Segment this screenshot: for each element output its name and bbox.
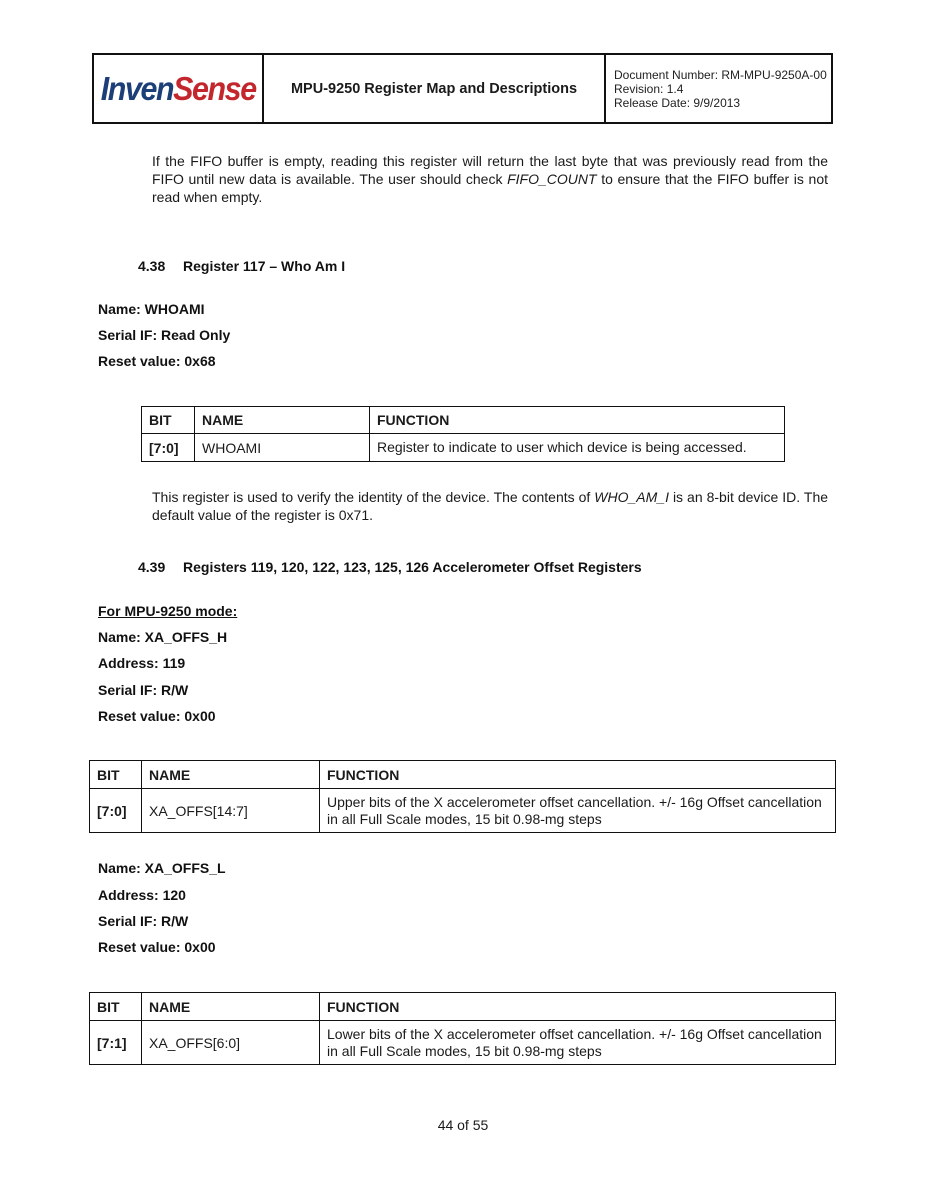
register-name: Name: XA_OFFS_L [98, 860, 226, 876]
register-name: Name: WHOAMI [98, 301, 205, 317]
table-row [142, 434, 785, 462]
mode-label: For MPU-9250 mode: [98, 603, 238, 619]
col-header-function: FUNCTION [320, 761, 836, 789]
col-header-bit: BIT [90, 761, 142, 789]
register-reset-value: Reset value: 0x68 [98, 353, 216, 369]
col-header-bit: BIT [142, 407, 195, 434]
cell-bit: [7:1] [90, 1021, 142, 1065]
col-header-function: FUNCTION [320, 993, 836, 1021]
cell-name: XA_OFFS[6:0] [142, 1021, 320, 1065]
table-row [90, 1021, 836, 1065]
register-address: Address: 119 [98, 655, 186, 671]
register-name: Name: XA_OFFS_H [98, 629, 228, 645]
paragraph-text: This register is used to verify the identity of the device. The contents of [152, 489, 595, 505]
section-number: 4.38 [138, 258, 166, 274]
paragraph-text: to ensure that the FIFO buffer is not read when empty. [152, 171, 828, 205]
cell-name: XA_OFFS[14:7] [142, 789, 320, 833]
col-header-bit: BIT [90, 993, 142, 1021]
logo-part-inven: Inven [100, 69, 173, 107]
section-heading-4-38 [138, 258, 345, 274]
register-reset-value: Reset value: 0x00 [98, 939, 216, 955]
section-title: Register 117 – Who Am I [183, 258, 346, 274]
cell-name: WHOAMI [195, 434, 370, 462]
col-header-name: NAME [195, 407, 370, 434]
table-header-row [142, 407, 785, 434]
document-header [92, 53, 833, 124]
logo-cell [94, 55, 264, 122]
cell-bit: [7:0] [90, 789, 142, 833]
fifo-empty-paragraph [152, 152, 828, 206]
cell-function: Lower bits of the X accelerometer offset cancellation. +/- 16g Offset cancellation in all Full Scale modes, 15 bit 0.98-mg steps [320, 1021, 836, 1065]
document-release-date: Release Date: 9/9/2013 [614, 96, 741, 110]
document-revision: Revision: 1.4 [614, 82, 684, 96]
paragraph-text: If the FIFO buffer is empty, reading this register will return the last byte that was previously read from the FIFO until new data is available. The user should check [152, 153, 828, 187]
page-number: 44 of 55 [437, 1117, 489, 1133]
document-meta [606, 55, 831, 122]
document-number: Document Number: RM-MPU-9250A-00 [614, 68, 827, 82]
register-serial-if: Serial IF: R/W [98, 682, 189, 698]
cell-function: Upper bits of the X accelerometer offset cancellation. +/- 16g Offset cancellation in all Full Scale modes, 15 bit 0.98-mg steps [320, 789, 836, 833]
cell-bit: [7:0] [142, 434, 195, 462]
register-address: Address: 120 [98, 887, 186, 903]
col-header-name: NAME [142, 993, 320, 1021]
table-header-row [90, 761, 836, 789]
paragraph-text: is an 8-bit device ID. The default value of the register is 0x71. [152, 489, 829, 523]
register-serial-if: Serial IF: Read Only [98, 327, 231, 343]
table-header-row [90, 993, 836, 1021]
invensense-logo [101, 70, 256, 108]
section-title: Registers 119, 120, 122, 123, 125, 126 Accelerometer Offset Registers [183, 559, 642, 575]
table-row [90, 789, 836, 833]
col-header-function: FUNCTION [370, 407, 785, 434]
section-number: 4.39 [138, 559, 166, 575]
register-serial-if: Serial IF: R/W [98, 913, 189, 929]
who-am-i-ref: WHO_AM_I [594, 489, 669, 505]
xa-offs-h-register-table [89, 760, 836, 833]
xa-offs-l-register-table [89, 992, 836, 1065]
whoami-register-table [141, 406, 785, 462]
col-header-name: NAME [142, 761, 320, 789]
logo-part-sense: Sense [172, 69, 256, 107]
document-title: MPU-9250 Register Map and Descriptions [264, 55, 606, 122]
fifo-count-ref: FIFO_COUNT [507, 171, 597, 187]
register-reset-value: Reset value: 0x00 [98, 708, 216, 724]
section-heading-4-39 [138, 559, 642, 575]
whoami-note-paragraph [152, 488, 828, 524]
cell-function: Register to indicate to user which device is being accessed. [370, 434, 785, 462]
